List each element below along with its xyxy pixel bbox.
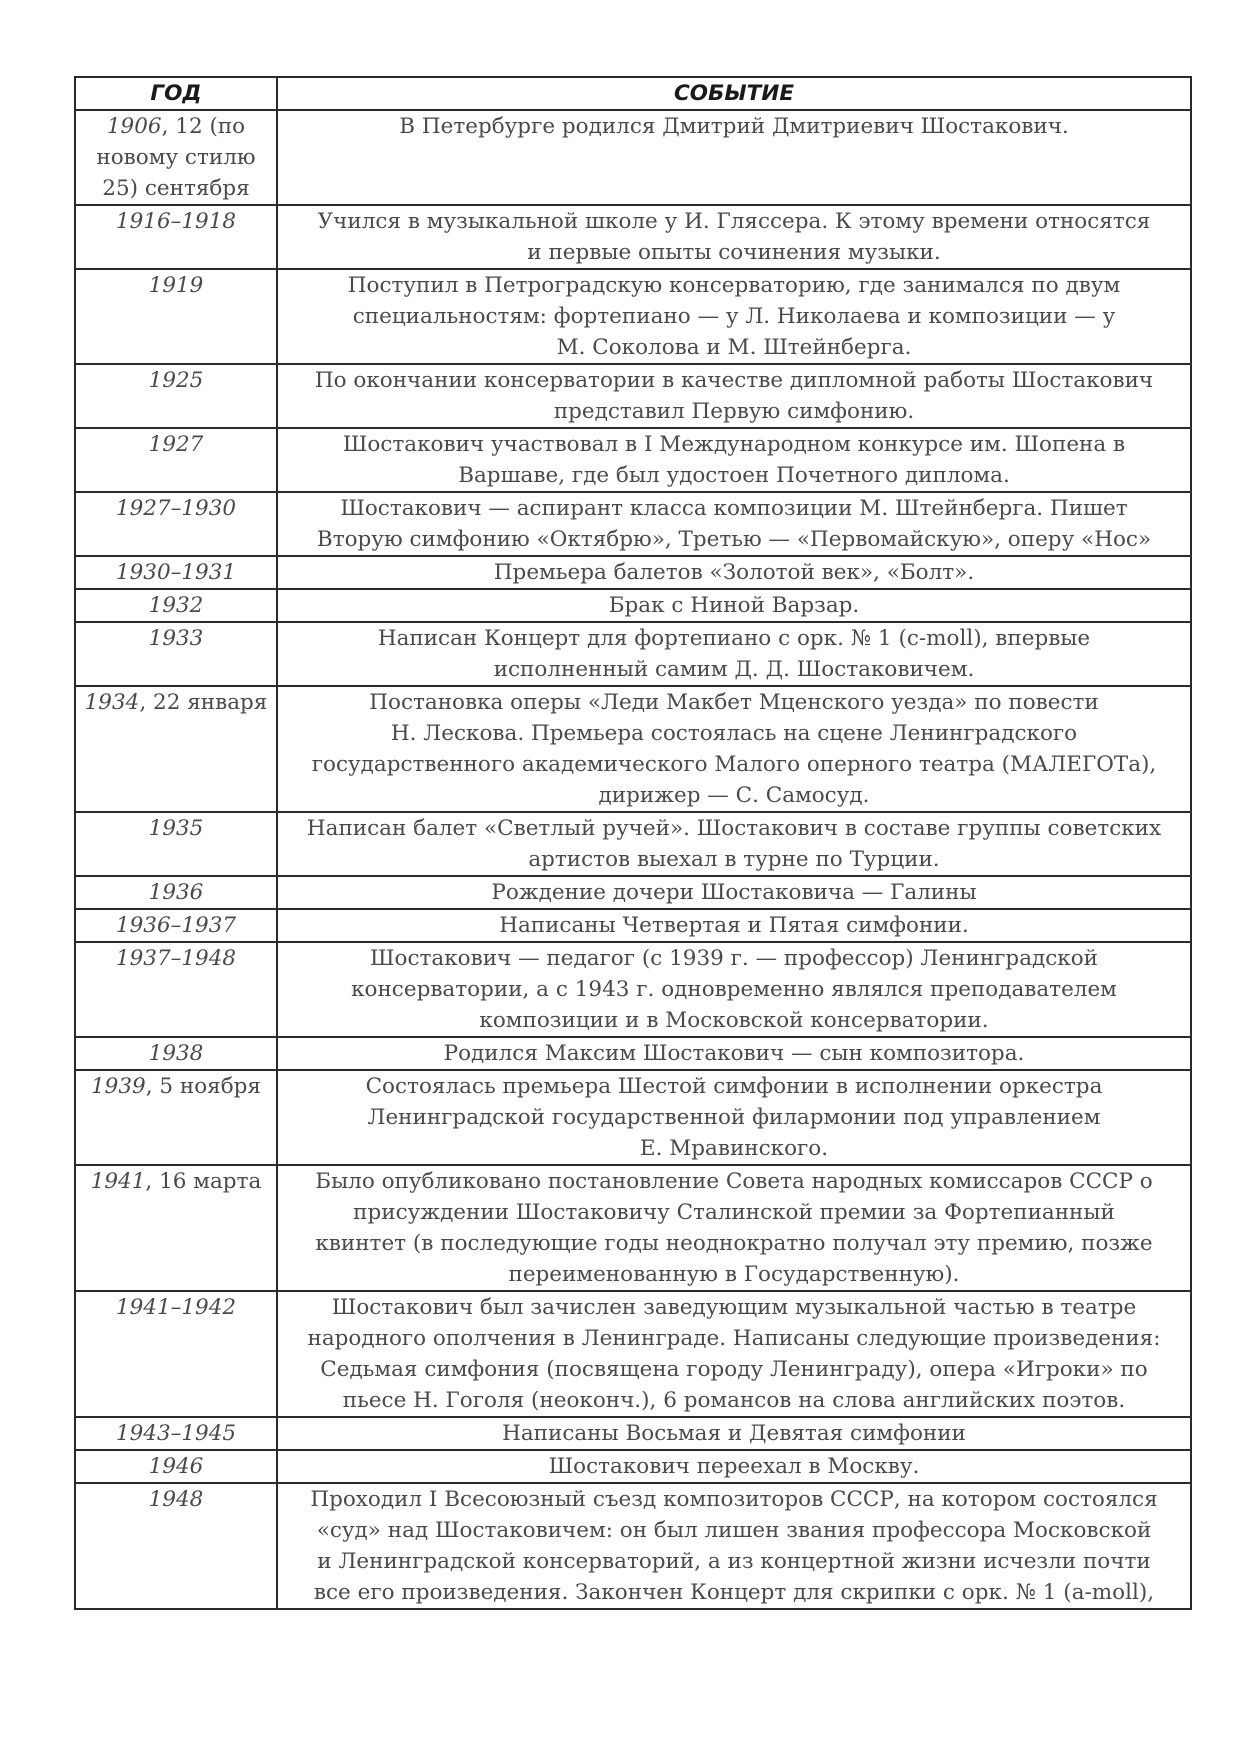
year-cell — [75, 1450, 277, 1483]
event-text-line: Вторую симфонию «Октябрю», Третью — «Первомайскую», оперу «Нос» — [316, 527, 1152, 552]
event-text-line: Шостакович — педагог (с 1939 г. — профессор) Ленинградской — [369, 946, 1099, 971]
event-cell — [277, 269, 1191, 364]
event-text-line: Постановка оперы «Леди Макбет Мценского уезда» по повести — [369, 690, 1099, 715]
event-text-line: артистов выехал в турне по Турции. — [528, 847, 940, 872]
event-text-line: Н. Лескова. Премьера состоялась на сцене Ленинградского — [390, 721, 1078, 746]
event-text-line: и Ленинградской консерваторий, а из концертной жизни исчезли почти — [317, 1549, 1151, 1574]
event-text-line: консерватории, а с 1943 г. одновременно являлся преподавателем — [351, 977, 1117, 1002]
table-row — [75, 205, 1191, 269]
event-text-line: В Петербурге родился Дмитрий Дмитриевич Шостакович. — [399, 114, 1069, 139]
table-row — [75, 269, 1191, 364]
year-value: 1937–1948 — [115, 946, 237, 971]
event-text-line: «суд» над Шостаковичем: он был лишен звания профессора Московской — [316, 1518, 1152, 1543]
event-cell — [277, 1165, 1191, 1291]
year-cell — [75, 205, 277, 269]
event-text-line: Е. Мравинского. — [639, 1136, 829, 1161]
table-row — [75, 364, 1191, 428]
event-cell — [277, 589, 1191, 622]
year-cell — [75, 556, 277, 589]
event-cell — [277, 1070, 1191, 1165]
event-cell — [277, 686, 1191, 812]
event-text-line: Шостакович был зачислен заведующим музыкальной частью в театре — [331, 1295, 1137, 1320]
event-text-line: Премьера балетов «Золотой век», «Болт». — [493, 560, 975, 585]
table-row — [75, 1037, 1191, 1070]
event-cell — [277, 812, 1191, 876]
table-row — [75, 876, 1191, 909]
event-cell — [277, 1483, 1191, 1609]
year-value: 1934 — [84, 690, 140, 715]
event-text-line: Учился в музыкальной школе у И. Гляссера. К этому времени относятся — [317, 209, 1151, 234]
event-cell — [277, 1417, 1191, 1450]
event-text-line: переименованную в Государственную). — [508, 1262, 960, 1287]
table-row — [75, 556, 1191, 589]
year-cell — [75, 1165, 277, 1291]
year-value: 1935 — [148, 816, 204, 841]
year-column-header: ГОД — [75, 77, 277, 110]
event-cell — [277, 492, 1191, 556]
year-value: 1941–1942 — [115, 1295, 237, 1320]
year-date-detail: , 12 (по новому стилю 25) сентября — [96, 114, 256, 201]
year-value: 1933 — [148, 626, 204, 651]
event-text-line: Написан Концерт для фортепиано с орк. № 1 (c-moll), впервые — [377, 626, 1091, 651]
year-cell — [75, 589, 277, 622]
table-row — [75, 589, 1191, 622]
year-value: 1930–1931 — [115, 560, 237, 585]
event-text-line: Проходил I Всесоюзный съезд композиторов СССР, на котором состоялся — [310, 1487, 1158, 1512]
table-row — [75, 1450, 1191, 1483]
event-text-line: Шостакович — аспирант класса композиции М. Штейнберга. Пишет — [340, 496, 1128, 521]
table-row — [75, 1070, 1191, 1165]
table-row — [75, 812, 1191, 876]
event-text-line: Шостакович участвовал в I Международном конкурсе им. Шопена в — [342, 432, 1126, 457]
event-text-line: Поступил в Петроградскую консерваторию, где занимался по двум — [347, 273, 1121, 298]
event-text-line: специальностям: фортепиано — у Л. Николаева и композиции — у — [352, 304, 1116, 329]
year-value: 1925 — [148, 368, 204, 393]
event-cell — [277, 556, 1191, 589]
event-cell — [277, 876, 1191, 909]
event-cell — [277, 622, 1191, 686]
table-row — [75, 1417, 1191, 1450]
event-text-line: присуждении Шостаковичу Сталинской премии за Фортепианный — [353, 1200, 1115, 1225]
table-row — [75, 428, 1191, 492]
table-row — [75, 1165, 1191, 1291]
year-value: 1927–1930 — [115, 496, 237, 521]
event-cell — [277, 205, 1191, 269]
table-row — [75, 909, 1191, 942]
year-cell — [75, 909, 277, 942]
year-value: 1916–1918 — [115, 209, 237, 234]
year-cell — [75, 1291, 277, 1417]
event-text-line: Брак с Ниной Варзар. — [608, 593, 860, 618]
event-cell — [277, 942, 1191, 1037]
event-text-line: Написаны Четвертая и Пятая симфонии. — [499, 913, 969, 938]
chronology-table — [74, 76, 1192, 1610]
table-row — [75, 942, 1191, 1037]
year-date-detail: , 16 марта — [145, 1169, 262, 1194]
event-text-line: все его произведения. Закончен Концерт для скрипки с орк. № 1 (a-moll), — [313, 1580, 1155, 1605]
header-row — [75, 77, 1191, 110]
event-cell — [277, 1450, 1191, 1483]
year-value: 1932 — [148, 593, 204, 618]
table-row — [75, 1483, 1191, 1609]
event-text-line: Было опубликовано постановление Совета народных комиссаров СССР о — [315, 1169, 1153, 1194]
event-cell — [277, 428, 1191, 492]
year-cell — [75, 622, 277, 686]
event-text-line: Шостакович переехал в Москву. — [548, 1454, 920, 1479]
event-text-line: композиции и в Московской консерватории. — [479, 1008, 989, 1033]
table-row — [75, 622, 1191, 686]
event-text-line: Рождение дочери Шостаковича — Галины — [491, 880, 977, 905]
year-cell — [75, 1483, 277, 1609]
event-text-line: и первые опыты сочинения музыки. — [527, 240, 941, 265]
table-row — [75, 686, 1191, 812]
event-text-line: Состоялась премьера Шестой симфонии в исполнении оркестра — [365, 1074, 1103, 1099]
event-text-line: народного ополчения в Ленинграде. Написаны следующие произведения: — [307, 1326, 1161, 1351]
year-cell — [75, 492, 277, 556]
year-value: 1939 — [90, 1074, 146, 1099]
year-value: 1948 — [148, 1487, 204, 1512]
event-text-line: Написаны Восьмая и Девятая симфонии — [502, 1421, 966, 1446]
event-text-line: дирижер — С. Самосуд. — [598, 783, 870, 808]
table-row — [75, 1291, 1191, 1417]
year-value: 1938 — [148, 1041, 204, 1066]
table-row — [75, 492, 1191, 556]
table-row — [75, 110, 1191, 205]
year-cell — [75, 110, 277, 205]
event-text-line: государственного академического Малого оперного театра (МАЛЕГОТа), — [311, 752, 1157, 777]
table-header — [75, 77, 1191, 110]
event-text-line: представил Первую симфонию. — [553, 399, 915, 424]
year-value: 1927 — [148, 432, 204, 457]
event-text-line: По окончании консерватории в качестве дипломной работы Шостакович — [314, 368, 1154, 393]
event-text-line: Родился Максим Шостакович — сын композитора. — [443, 1041, 1025, 1066]
year-value: 1906 — [106, 114, 162, 139]
year-cell — [75, 269, 277, 364]
event-cell — [277, 364, 1191, 428]
year-date-detail: , 5 ноября — [145, 1074, 261, 1099]
year-value: 1919 — [148, 273, 204, 298]
event-text-line: исполненный самим Д. Д. Шостаковичем. — [493, 657, 975, 682]
event-text-line: М. Соколова и М. Штейнберга. — [556, 335, 912, 360]
event-text-line: квинтет (в последующие годы неоднократно получал эту премию, позже — [315, 1231, 1153, 1256]
event-cell — [277, 110, 1191, 205]
event-text-line: Седьмая симфония (посвящена городу Ленинграду), опера «Игроки» по — [320, 1357, 1148, 1382]
year-cell — [75, 1070, 277, 1165]
year-value: 1936–1937 — [115, 913, 237, 938]
year-cell — [75, 812, 277, 876]
event-cell — [277, 1291, 1191, 1417]
year-cell — [75, 1037, 277, 1070]
year-value: 1936 — [148, 880, 204, 905]
event-cell — [277, 909, 1191, 942]
year-cell — [75, 942, 277, 1037]
event-text-line: Написан балет «Светлый ручей». Шостакович в составе группы советских — [306, 816, 1162, 841]
year-value: 1946 — [148, 1454, 204, 1479]
year-cell — [75, 876, 277, 909]
year-cell — [75, 428, 277, 492]
table-body — [75, 110, 1191, 1609]
event-cell — [277, 1037, 1191, 1070]
event-text-line: Ленинградской государственной филармонии под управлением — [367, 1105, 1101, 1130]
year-cell — [75, 686, 277, 812]
year-value: 1943–1945 — [115, 1421, 237, 1446]
year-cell — [75, 1417, 277, 1450]
year-cell — [75, 364, 277, 428]
event-text-line: пьесе Н. Гоголя (неоконч.), 6 романсов на слова английских поэтов. — [342, 1388, 1126, 1413]
event-text-line: Варшаве, где был удостоен Почетного диплома. — [458, 463, 1010, 488]
year-value: 1941 — [90, 1169, 146, 1194]
event-column-header: СОБЫТИЕ — [277, 77, 1191, 110]
year-date-detail: , 22 января — [139, 690, 268, 715]
